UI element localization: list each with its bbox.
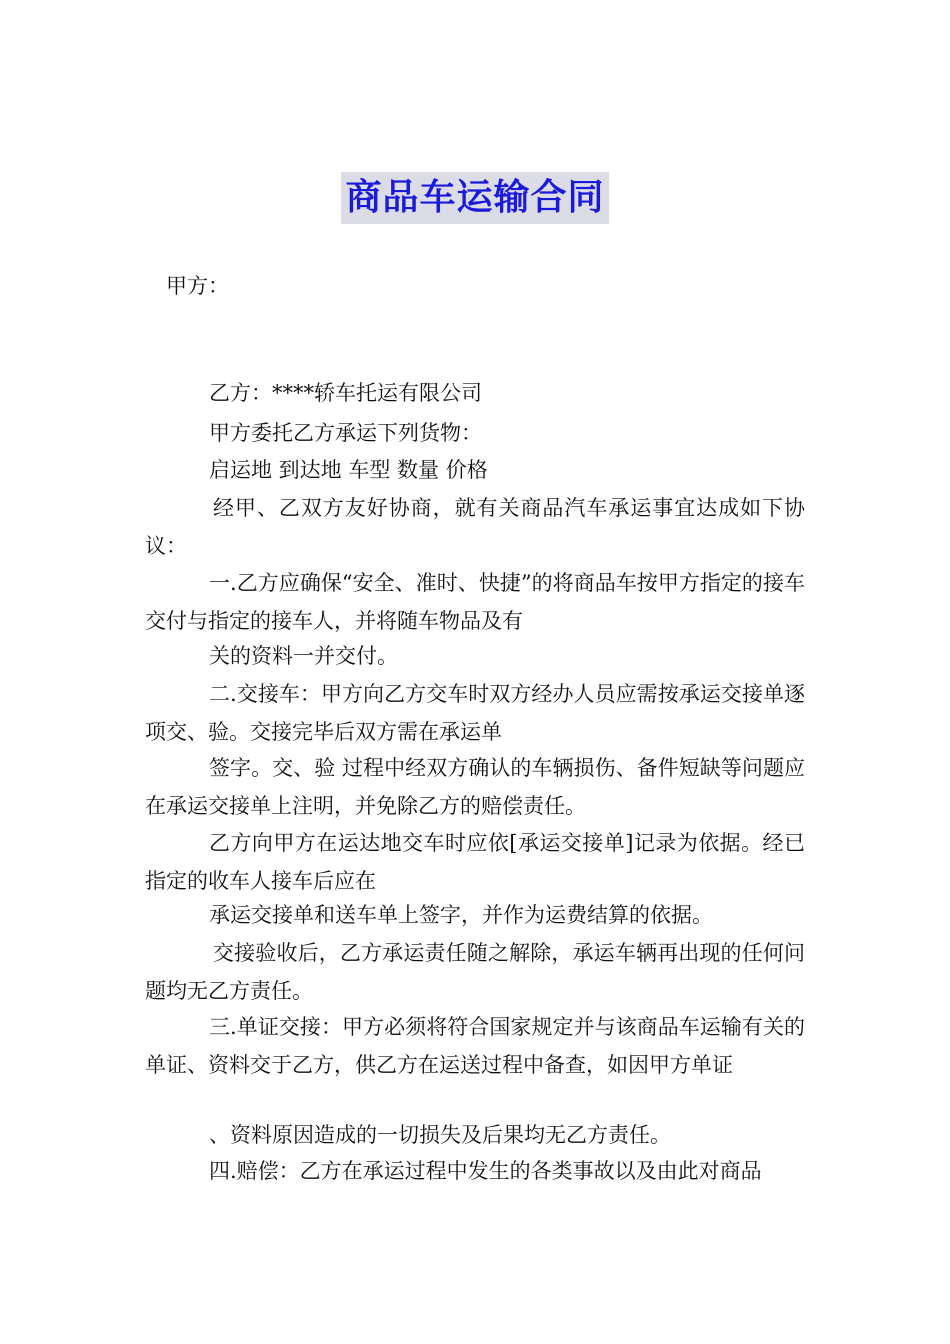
clause-2-signing-paragraph: 签字。交、验 过程中经双方确认的车辆损伤、备件短缺等问题应在承运交接单上注明，并免除乙方的赔偿责任。 [145,756,805,818]
clause-1-paragraph: 一.乙方应确保“安全、准时、快捷”的将商品车按甲方指定的接车交付与指定的接车人，并将随车物品及有 [145,571,805,633]
clause-3-paragraph: 三.单证交接：甲方必须将符合国家规定并与该商品车运输有关的单证、资料交于乙方，供乙方在运送过程中备查，如因甲方单证 [145,1015,805,1077]
clause-2-delivery-paragraph: 乙方向甲方在运达地交车时应依[承运交接单]记录为依据。经已指定的收车人接车后应在 [145,831,805,893]
clause-2-paragraph: 二.交接车：甲方向乙方交车时双方经办人员应需按承运交接单逐项交、验。交接完毕后双方需在承运单 [145,682,805,744]
clause-1-continuation: 关的资料一并交付。 [209,644,398,668]
clause-3-continuation: 、资料原因造成的一切损失及后果均无乙方责任。 [209,1123,671,1147]
document-title: 商品车运输合同 [341,172,608,224]
goods-header-line: 启运地 到达地 车型 数量 价格 [209,458,488,482]
clause-2-liability-paragraph: 交接验收后，乙方承运责任随之解除，承运车辆再出现的任何问题均无乙方责任。 [145,941,805,1003]
clause-4-line: 四.赔偿：乙方在承运过程中发生的各类事故以及由此对商品 [209,1159,762,1183]
clause-2-sign-basis-line: 承运交接单和送车单上签字，并作为运费结算的依据。 [209,903,713,927]
title-container [0,172,950,224]
party-b-line: 乙方：****轿车托运有限公司 [209,381,482,405]
party-a-line: 甲方： [166,274,229,298]
entrust-line: 甲方委托乙方承运下列货物： [209,421,482,445]
preamble-paragraph: 经甲、乙双方友好协商，就有关商品汽车承运事宜达成如下协议： [145,496,805,558]
